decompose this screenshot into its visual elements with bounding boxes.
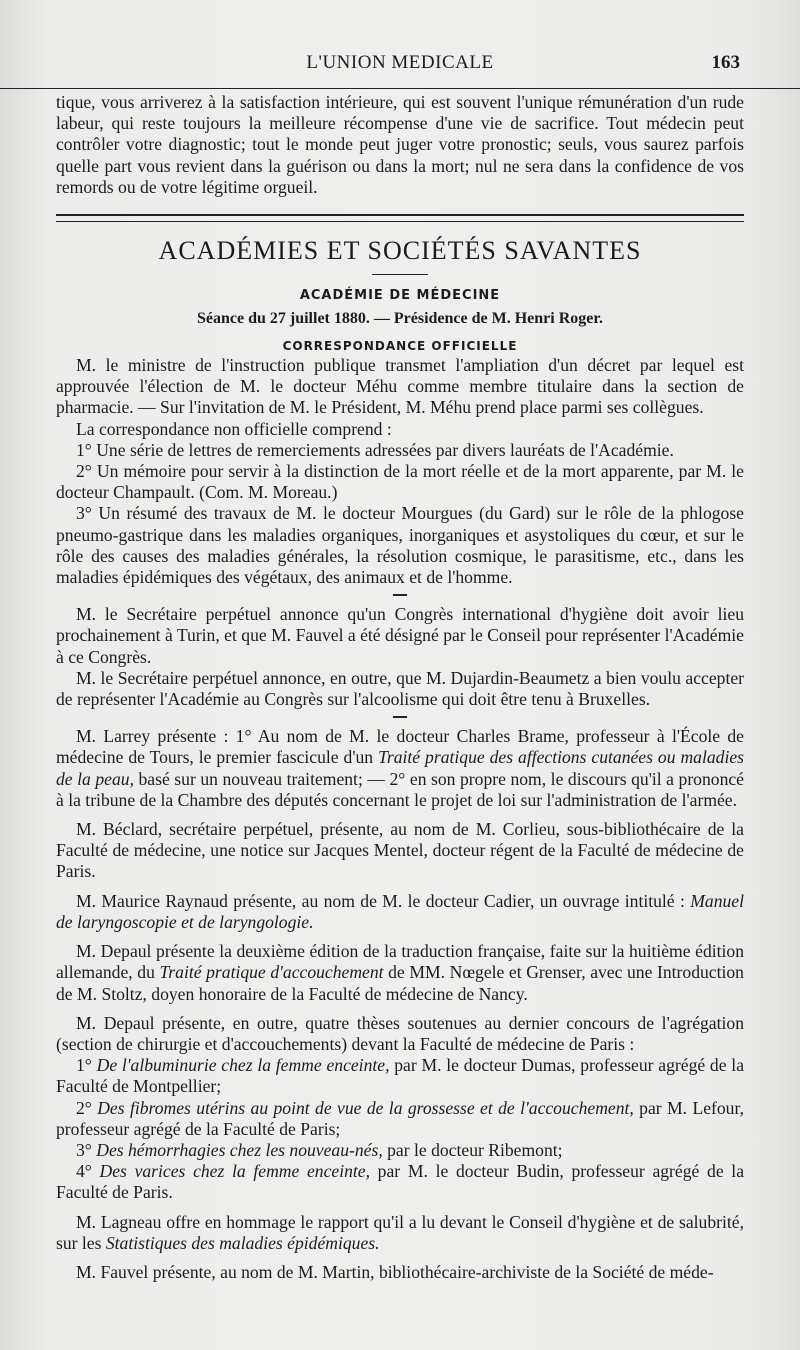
thesis-title: Des varices chez la femme enceinte, — [99, 1161, 370, 1182]
spacer — [56, 1005, 744, 1013]
paragraph — [56, 1212, 744, 1254]
book-title: Manuel de laryngoscopie et de laryngologie. — [56, 890, 744, 932]
spacer — [56, 811, 744, 819]
book-title: Statistiques des maladies épidémiques. — [105, 1232, 380, 1253]
title-rule — [372, 274, 428, 275]
separator-dash — [393, 716, 407, 722]
book-title: Traité pratique des affections cutanées ou maladies de la peau, — [56, 747, 744, 789]
paragraph: M. le Secrétaire perpétuel annonce qu'un Congrès international d'hygiène doit avoir lieu prochainement à Turin, et que M. Fauvel a été désigné par le Conseil pour représenter l'Académie à ce Congrès. — [56, 604, 744, 667]
page-header — [56, 0, 744, 76]
thesis-item — [56, 1055, 744, 1097]
paragraph: 2° Un mémoire pour servir à la distinction de la mort réelle et de la mort apparente, par M. le docteur Champault. (Com. M. Moreau.) — [56, 461, 744, 503]
text-run: M. Maurice Raynaud présente, au nom de M. le docteur Cadier, un ouvrage intitulé : — [76, 890, 691, 911]
thesis-title: Des hémorrhagies chez les nouveau-nés, — [96, 1139, 383, 1160]
paragraph: La correspondance non officielle comprend : — [76, 418, 392, 439]
paragraph: M. Depaul présente, en outre, quatre thèses soutenues au dernier concours de l'agrégation (section de chirurgie et d'accouchements) devant la Faculté de médecine de Paris : — [56, 1012, 744, 1054]
header-rule — [0, 88, 800, 89]
session-line: Séance du 27 juillet 1880. — Présidence de M. Henri Roger. — [196, 310, 604, 328]
running-title: L'UNION MEDICALE — [306, 52, 494, 73]
section-title: ACADÉMIES ET SOCIÉTÉS SAVANTES — [158, 236, 642, 266]
thesis-item — [56, 1098, 744, 1140]
text-run: par M. Lefour, professeur agrégé de la Faculté de Paris; — [56, 1097, 745, 1139]
paragraph: M. le ministre de l'instruction publique transmet l'ampliation d'un décret par lequel est approuvée l'élection de M. le docteur Méhu comme membre titulaire dans la section de pharmacie. — Sur l'invitation de M. le Président, M. Méhu prend place parmi ses collègues. — [56, 355, 744, 418]
paragraph — [56, 941, 744, 1005]
separator-dash — [393, 594, 407, 600]
paragraph: M. Béclard, secrétaire perpétuel, présente, au nom de M. Corlieu, sous-bibliothécaire de la Faculté de médecine, une notice sur Jacques Mentel, docteur régent de la Faculté de médecine de Paris. — [56, 819, 744, 882]
paragraph: 1° Une série de lettres de remerciements adressées par divers lauréats de l'Académie. — [76, 439, 674, 460]
text-run: par le docteur Ribemont; — [382, 1139, 563, 1160]
text-run: par M. le docteur Budin, professeur agrégé de la Faculté de Paris. — [56, 1161, 745, 1203]
article-body — [56, 92, 744, 1283]
text-run: 2° — [76, 1097, 98, 1118]
paragraph — [56, 891, 744, 933]
text-run: M. Lagneau offre en hommage le rapport qu'il a lu devant le Conseil d'hygiène et de salubrité, sur les — [56, 1211, 744, 1253]
thesis-title: De l'albuminurie chez la femme enceinte, — [96, 1055, 390, 1076]
text-run: M. Larrey présente : 1° Au nom de M. le docteur Charles Brame, professeur à l'École de médecine de Tours, le premier fascicule d'un — [56, 726, 744, 768]
text-run: 3° — [76, 1139, 97, 1160]
correspondance-heading: CORRESPONDANCE OFFICIELLE — [282, 339, 518, 354]
book-title: Traité pratique d'accouchement — [159, 962, 384, 983]
academy-heading: ACADÉMIE DE MÉDECINE — [299, 288, 501, 304]
thesis-item — [56, 1140, 744, 1161]
paragraph: 3° Un résumé des travaux de M. le docteur Mourgues (du Gard) sur le rôle de la phlogose pneumo-gastrique dans les maladies organiques, inorganiques et asystoliques du cœur, et sur le rôle des causes des maladies générales, la résolution cosmique, le parasitisme, etc., dans les maladies épidémiques des végétaux, des animaux et de l'homme. — [56, 503, 744, 588]
spacer — [56, 883, 744, 891]
paragraph — [56, 726, 744, 811]
intro-paragraph: tique, vous arriverez à la satisfaction intérieure, qui est souvent l'unique rémunération d'un rude labeur, qui reste toujours la meilleure récompense d'une vie de sacrifice. Tout médecin peut contrôler votre diagnostic; tout le monde peut juger votre pronostic; seuls, vous saurez parfois quelle part vous revient dans la guérison ou dans la mort; nul ne sera dans la confidence de vos remords ou de votre légitime orgueil. — [56, 92, 744, 197]
text-run: de MM. Nœgele et Grenser, avec une Introduction de M. Stoltz, doyen honoraire de la Faculté de médecine de Nancy. — [56, 962, 744, 1004]
thesis-item — [56, 1161, 744, 1203]
spacer — [56, 933, 744, 941]
page-number: 163 — [711, 52, 740, 73]
thesis-title: Des fibromes utérins au point de vue de la grossesse et de l'accouchement, — [97, 1097, 634, 1118]
section-divider — [56, 214, 744, 222]
spacer — [56, 1204, 744, 1212]
text-run: M. Depaul présente la deuxième édition de la traduction française, faite sur la huitième édition allemande, du — [56, 941, 744, 983]
spacer — [56, 1254, 744, 1262]
text-run: basé sur un nouveau traitement; — 2° en son propre nom, le discours qu'il a prononcé à la tribune de la Chambre des députés concernant le projet de loi sur l'administration de l'armée. — [56, 768, 744, 810]
paragraph: M. Fauvel présente, au nom de M. Martin, bibliothécaire-archiviste de la Société de méde- — [76, 1261, 714, 1282]
text-run: par M. le docteur Dumas, professeur agrégé de la Faculté de Montpellier; — [56, 1055, 744, 1097]
paragraph: M. le Secrétaire perpétuel annonce, en outre, que M. Dujardin-Beaumetz a bien voulu accepter de représenter l'Académie au Congrès sur l'alcoolisme qui doit être tenu à Bruxelles. — [56, 667, 744, 710]
text-run: 1° — [76, 1055, 97, 1076]
text-run: 4° — [76, 1161, 100, 1182]
